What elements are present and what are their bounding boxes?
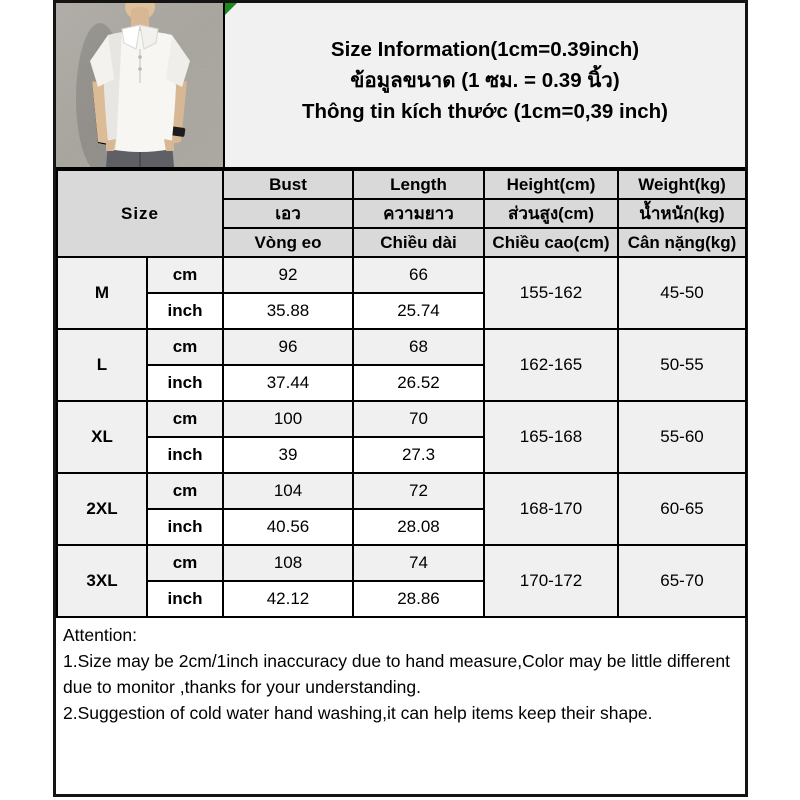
weight-value: 50-55 (618, 329, 746, 401)
header-height-en: Height(cm) (484, 170, 618, 199)
bust-inch-value: 42.12 (223, 581, 353, 617)
attention-line-2: 2.Suggestion of cold water hand washing,it can help items keep their shape. (63, 703, 653, 723)
length-cm-value: 70 (353, 401, 484, 437)
attention-heading: Attention: (63, 625, 137, 645)
weight-value: 65-70 (618, 545, 746, 617)
top-band (56, 3, 745, 169)
product-photo (56, 3, 225, 167)
length-cm-value: 66 (353, 257, 484, 293)
bust-cm-value: 108 (223, 545, 353, 581)
green-corner-flag-icon (225, 3, 237, 15)
attention-line-1: 1.Size may be 2cm/1inch inaccuracy due to hand measure,Color may be little different due to monitor ,thanks for your understanding. (63, 651, 730, 697)
header-length-en: Length (353, 170, 484, 199)
table-row (57, 473, 746, 509)
bust-cm-value: 104 (223, 473, 353, 509)
height-value: 170-172 (484, 545, 618, 617)
size-table (56, 169, 747, 618)
size-label-m: M (57, 257, 147, 329)
table-row (57, 401, 746, 437)
unit-cm: cm (147, 401, 223, 437)
polo-shirt-photo-illustration (56, 3, 223, 167)
size-label-l: L (57, 329, 147, 401)
unit-cm: cm (147, 473, 223, 509)
size-table-header (57, 170, 746, 257)
header-weight-th: น้ำหนัก(kg) (618, 199, 746, 228)
header-height-vi: Chiều cao(cm) (484, 228, 618, 257)
header-length-vi: Chiều dài (353, 228, 484, 257)
unit-cm: cm (147, 329, 223, 365)
header-bust-en: Bust (223, 170, 353, 199)
header-bust-th: เอว (223, 199, 353, 228)
bust-inch-value: 35.88 (223, 293, 353, 329)
table-row (57, 257, 746, 293)
length-inch-value: 28.86 (353, 581, 484, 617)
length-inch-value: 26.52 (353, 365, 484, 401)
height-value: 168-170 (484, 473, 618, 545)
size-chart-sheet (53, 0, 748, 797)
length-cm-value: 74 (353, 545, 484, 581)
table-row (57, 329, 746, 365)
length-inch-value: 27.3 (353, 437, 484, 473)
attention-notes (56, 618, 745, 794)
size-label-xl: XL (57, 401, 147, 473)
title-thai: ข้อมูลขนาด (1 ซม. = 0.39 นิ้ว) (350, 69, 620, 92)
title-english: Size Information(1cm=0.39inch) (330, 38, 640, 61)
unit-inch: inch (147, 581, 223, 617)
bust-cm-value: 96 (223, 329, 353, 365)
header-weight-en: Weight(kg) (618, 170, 746, 199)
bust-cm-value: 92 (223, 257, 353, 293)
height-value: 162-165 (484, 329, 618, 401)
weight-value: 45-50 (618, 257, 746, 329)
unit-inch: inch (147, 293, 223, 329)
bust-inch-value: 39 (223, 437, 353, 473)
size-label-2xl: 2XL (57, 473, 147, 545)
bust-cm-value: 100 (223, 401, 353, 437)
size-label-3xl: 3XL (57, 545, 147, 617)
size-corner-label: Size (57, 170, 223, 257)
bust-inch-value: 37.44 (223, 365, 353, 401)
unit-cm: cm (147, 257, 223, 293)
length-inch-value: 28.08 (353, 509, 484, 545)
unit-cm: cm (147, 545, 223, 581)
header-height-th: ส่วนสูง(cm) (484, 199, 618, 228)
bust-inch-value: 40.56 (223, 509, 353, 545)
title-vietnamese: Thông tin kích thước (1cm=0,39 inch) (301, 100, 669, 123)
unit-inch: inch (147, 365, 223, 401)
length-cm-value: 68 (353, 329, 484, 365)
weight-value: 60-65 (618, 473, 746, 545)
header-weight-vi: Cân nặng(kg) (618, 228, 746, 257)
header-length-th: ความยาว (353, 199, 484, 228)
header-bust-vi: Vòng eo (223, 228, 353, 257)
length-inch-value: 25.74 (353, 293, 484, 329)
height-value: 165-168 (484, 401, 618, 473)
weight-value: 55-60 (618, 401, 746, 473)
height-value: 155-162 (484, 257, 618, 329)
unit-inch: inch (147, 509, 223, 545)
title-cell (225, 3, 745, 167)
length-cm-value: 72 (353, 473, 484, 509)
table-row (57, 545, 746, 581)
unit-inch: inch (147, 437, 223, 473)
